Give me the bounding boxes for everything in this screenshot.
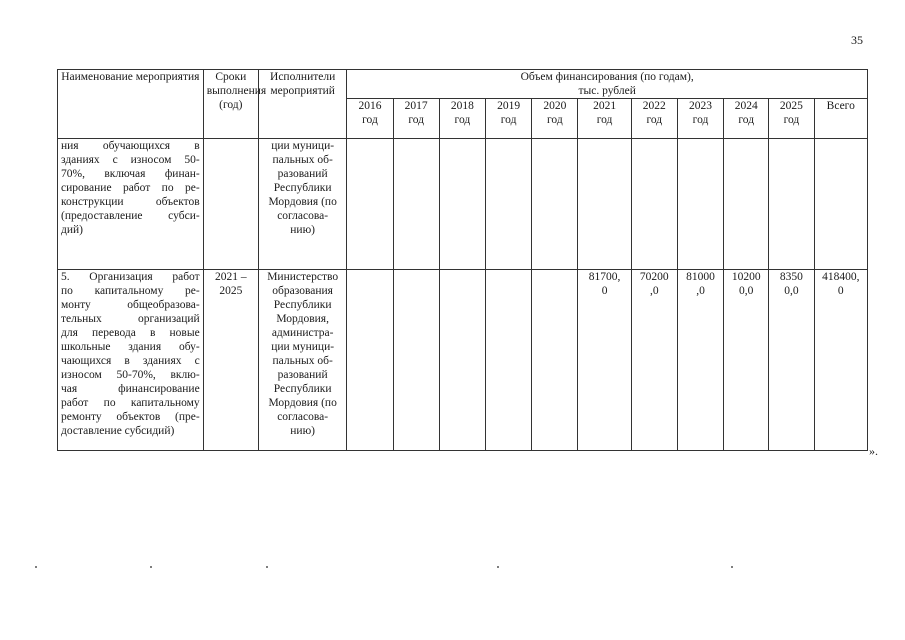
header-year-value: 2018 (450, 100, 474, 112)
value-cell-2023 (677, 270, 723, 451)
executors-cell-line: Министерство (267, 271, 339, 283)
executors-cell-line: пальных об- (272, 355, 333, 367)
header-year-unit: год (408, 114, 425, 126)
executors-cell-line: ции муници- (271, 140, 335, 152)
header-year-2022 (631, 99, 677, 139)
header-year-2021 (578, 99, 631, 139)
event-name-cell-line: доставление субсидий) (61, 425, 175, 437)
total-cell (814, 270, 867, 451)
executors-cell-line: Мордовия (по (268, 196, 337, 208)
executors-cell-line: согласова- (277, 411, 329, 423)
value-cell-2024 (724, 139, 769, 270)
event-name-cell-line: по капитальному ре- (61, 285, 200, 297)
value-cell-2017 (393, 139, 439, 270)
header-terms: Сроки выполнения (год) (203, 70, 258, 139)
value-cell-2024 (724, 270, 769, 451)
event-name-cell-line: сирование работ по ре- (61, 182, 200, 194)
header-year-2024 (724, 99, 769, 139)
executors-cell-line: Республики (273, 182, 332, 194)
value-cell-2016 (347, 270, 393, 451)
table-row (58, 139, 868, 270)
terms-cell-line: 2025 (219, 285, 243, 297)
header-year-value: 2021 (593, 100, 617, 112)
event-name-cell-line: конструкции объектов (61, 196, 200, 208)
closing-quote-mark: ». (869, 444, 878, 458)
value-cell-2022 (631, 270, 677, 451)
funding-table (57, 69, 868, 451)
executors-cell-line: пальных об- (272, 154, 333, 166)
header-year-value: 2019 (497, 100, 521, 112)
value-cell-2025 (769, 270, 814, 451)
value-cell-2019 (486, 270, 532, 451)
value-cell-2024-text: 10200 0,0 (731, 271, 761, 297)
event-name-cell-line: ремонту объектов (пре- (61, 411, 200, 423)
terms-cell (203, 270, 258, 451)
event-name-cell-line: работ по капитальному (61, 397, 200, 409)
header-total: Всего (814, 99, 867, 139)
total-cell-text: 418400, 0 (822, 271, 860, 297)
header-funding-line2: тыс. рублей (578, 85, 636, 97)
header-year-value: 2016 (358, 100, 382, 112)
executors-cell-line: нию) (290, 425, 315, 437)
terms-cell-line: 2021 – (215, 271, 247, 283)
value-cell-2025 (769, 139, 814, 270)
executors-cell-line: образования (272, 285, 333, 297)
executors-cell-line: разований (277, 168, 328, 180)
value-cell-2022 (631, 139, 677, 270)
event-name-cell-line: 70%, включая финан- (61, 168, 200, 180)
value-cell-2018 (439, 270, 485, 451)
value-cell-2017 (393, 270, 439, 451)
header-name: Наименование мероприятия (58, 70, 204, 139)
header-year-unit: год (362, 114, 378, 126)
event-name-cell-line: чая финансирование (61, 383, 200, 395)
header-year-unit: год (596, 114, 613, 126)
value-cell-2020 (532, 139, 578, 270)
header-executors: Исполнители мероприятий (258, 70, 346, 139)
executors-cell (258, 270, 346, 451)
event-name-cell (58, 139, 204, 270)
header-funding-line1: Объем финансирования (по годам), (520, 71, 694, 83)
executors-cell-line: Республики (273, 299, 332, 311)
value-cell-2021 (578, 139, 631, 270)
header-year-2018 (439, 99, 485, 139)
scan-dot (150, 566, 152, 568)
header-year-value: 2025 (779, 100, 803, 112)
header-year-2025 (769, 99, 814, 139)
header-year-value: 2017 (404, 100, 428, 112)
event-name-cell-line: монту общеобразова- (61, 299, 200, 311)
scan-dot (266, 566, 268, 568)
value-cell-2022-text: 70200 ,0 (639, 271, 669, 297)
header-year-unit: год (692, 114, 709, 126)
scan-dot (35, 566, 37, 568)
header-year-value: 2020 (543, 100, 567, 112)
header-year-2023 (677, 99, 723, 139)
header-year-value: 2024 (734, 100, 758, 112)
header-year-unit: год (500, 114, 517, 126)
header-year-value: 2023 (689, 100, 713, 112)
header-year-2016 (347, 99, 393, 139)
scan-dot (731, 566, 733, 568)
value-cell-2021-text: 81700, 0 (588, 271, 621, 297)
header-funding (347, 70, 868, 99)
value-cell-2018 (439, 139, 485, 270)
header-year-unit: год (783, 114, 800, 126)
event-name-cell-line: чающихся в зданиях с (61, 355, 200, 367)
executors-cell-line: согласова- (277, 210, 329, 222)
table-row (58, 270, 868, 451)
event-name-cell-line: школьные здания обу- (61, 341, 200, 353)
executors-cell-line: ции муници- (271, 341, 335, 353)
event-name-cell-line: тельных организаций (61, 313, 200, 325)
scan-dot (497, 566, 499, 568)
header-year-2017 (393, 99, 439, 139)
value-cell-2023-text: 81000 ,0 (686, 271, 715, 297)
executors-cell-line: Республики (273, 383, 332, 395)
executors-cell-line: администра- (271, 327, 334, 339)
header-row-1 (58, 70, 868, 99)
header-year-unit: год (646, 114, 663, 126)
header-year-unit: год (546, 114, 563, 126)
terms-cell (203, 139, 258, 270)
header-year-unit: год (738, 114, 755, 126)
executors-cell-line: нию) (290, 224, 315, 236)
executors-cell-line: Мордовия, (276, 313, 329, 325)
event-name-cell (58, 270, 204, 451)
total-cell (814, 139, 867, 270)
event-name-cell-line: зданиях с износом 50- (61, 154, 200, 166)
page-number: 35 (851, 33, 863, 47)
event-name-cell-line: (предоставление субси- (61, 210, 200, 222)
event-name-cell-line: 5. Организация работ (61, 271, 200, 283)
header-year-2019 (486, 99, 532, 139)
event-name-cell-line: дий) (61, 224, 83, 236)
value-cell-2020 (532, 270, 578, 451)
value-cell-2025-text: 8350 0,0 (779, 271, 803, 297)
value-cell-2016 (347, 139, 393, 270)
event-name-cell-line: ния обучающихся в (61, 140, 200, 152)
header-year-unit: год (454, 114, 471, 126)
header-year-value: 2022 (642, 100, 666, 112)
event-name-cell-line: износом 50-70%, вклю- (61, 369, 200, 381)
executors-cell-line: Мордовия (по (268, 397, 337, 409)
value-cell-2021 (578, 270, 631, 451)
value-cell-2023 (677, 139, 723, 270)
executors-cell (258, 139, 346, 270)
value-cell-2019 (486, 139, 532, 270)
event-name-cell-line: для перевода в новые (61, 327, 200, 339)
executors-cell-line: разований (277, 369, 328, 381)
header-year-2020 (532, 99, 578, 139)
